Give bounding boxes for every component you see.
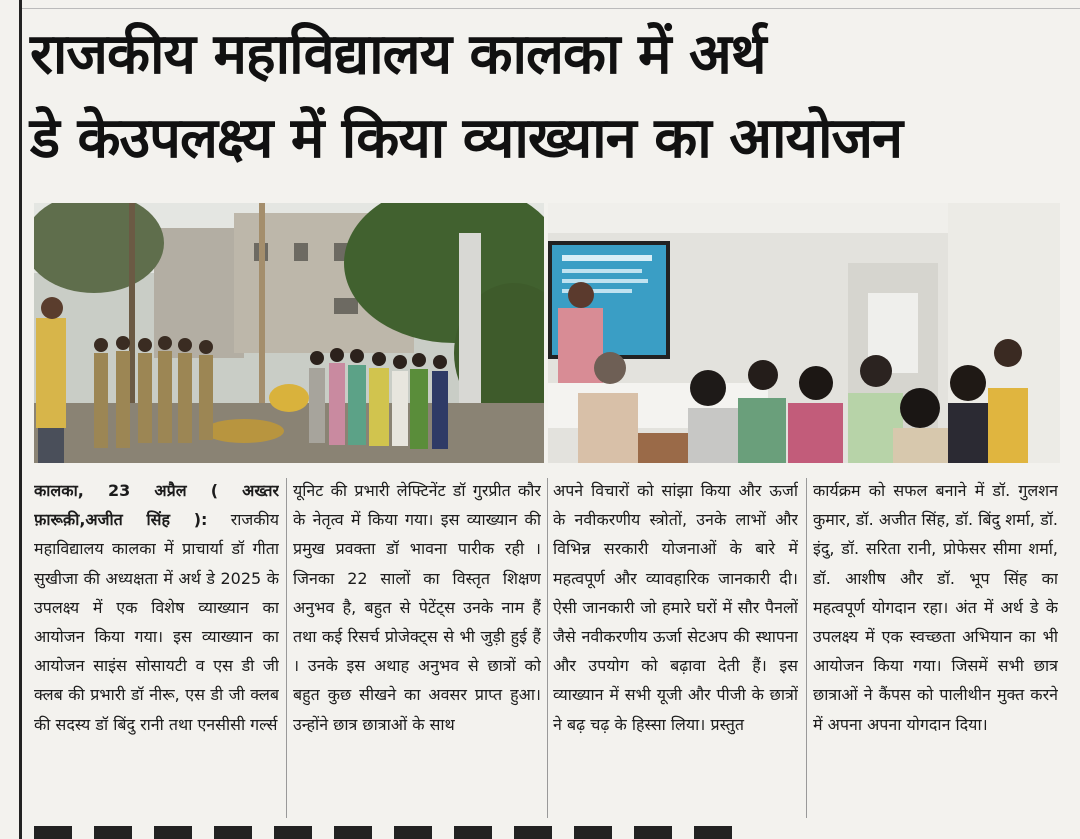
column-divider: [806, 478, 807, 818]
article-column-4: कार्यक्रम को सफल बनाने में डॉ. गुलशन कुमार, डॉ. अजीत सिंह, डॉ. बिंदु शर्मा, डॉ. इंदु, डॉ. सरिता रानी, प्रोफेसर सीमा शर्मा, डॉ. आशीष और डॉ. भूप सिंह का महत्वपूर्ण योगदान रहा। अंत में अर्थ डे के उपलक्ष्य में एक स्वच्छता अभियान का भी आयोजन किया गया। जिसमें सभी छात्र छात्राओं ने कैंपस को पालीथीन मुक्त करने में अपना अपना योगदान दिया।: [813, 481, 1058, 734]
article-column-2: यूनिट की प्रभारी लेफ्टिनेंट डॉ गुरप्रीत कौर के नेतृत्व में किया गया। इस व्याख्यान की प्रमुख प्रवक्ता डॉ भावना पारीक रही । जिनका 22 सालों का विस्तृत शिक्षण अनुभव है, बहुत से पेटेंट्स उनके नाम हैं तथा कई रिसर्च प्रोजेक्ट्स से भी जुड़ी हुई हैं । उनके इस अथाह अनुभव से छात्रों को बहुत कुछ सीखने का अवसर प्राप्त हुआ। उन्होंने छात्र छात्राओं के साथ: [293, 481, 541, 734]
photo-lecture-illustration: [548, 203, 1060, 463]
article-column-1-text: राजकीय महाविद्यालय कालका में प्राचार्या डॉ गीता सुखीजा की अध्यक्षता में अर्थ डे 2025 के उपलक्ष्य में एक विशेष व्याख्यान का आयोजन किया गया। इस व्याख्यान का आयोजन साइंस सोसायटी व एस डी जी क्लब की प्रभारी डॉ नीरू, एस डी जी क्लब की सदस्य डॉ बिंदु रानी तथा एनसीसी गर्ल्स: [34, 510, 279, 734]
photo-lecture-classroom: [548, 203, 1060, 463]
column-divider: [286, 478, 287, 818]
article-dateline: कालका, 23 अप्रैल ( अख्तर फ़ारूक़ी,अजीत सिंह ):: [34, 481, 279, 530]
clipped-previous-article: [22, 0, 1080, 9]
article-column-1: [34, 476, 279, 826]
headline-line-1: राजकीय महाविद्यालय कालका में अर्थ: [30, 22, 766, 87]
article-column-3: अपने विचारों को सांझा किया और ऊर्जा के नवीकरणीय स्त्रोतों, उनके लाभों और विभिन्न सरकारी योजनाओं के बारे में महत्वपूर्ण और व्यावहारिक जानकारी दी। ऐसी जानकारी जो हमारे घरों में सौर पैनलों जैसे नवीकरणीय ऊर्जा सेटअप की स्थापना और उपयोग को बढ़ावा देती हैं। इस व्याख्यान में सभी यूजी और पीजी के छात्रों ने बढ़ चढ़ के हिस्सा लिया। प्रस्तुत: [553, 481, 798, 734]
clipped-next-headline: [34, 826, 734, 839]
headline-line-2: डे केउपलक्ष्य में किया व्याख्यान का आयोजन: [30, 106, 903, 171]
left-column-rule: [19, 0, 22, 839]
photo-cadets-illustration: [34, 203, 544, 463]
column-divider: [547, 478, 548, 818]
photo-cadets-outdoor: [34, 203, 544, 463]
